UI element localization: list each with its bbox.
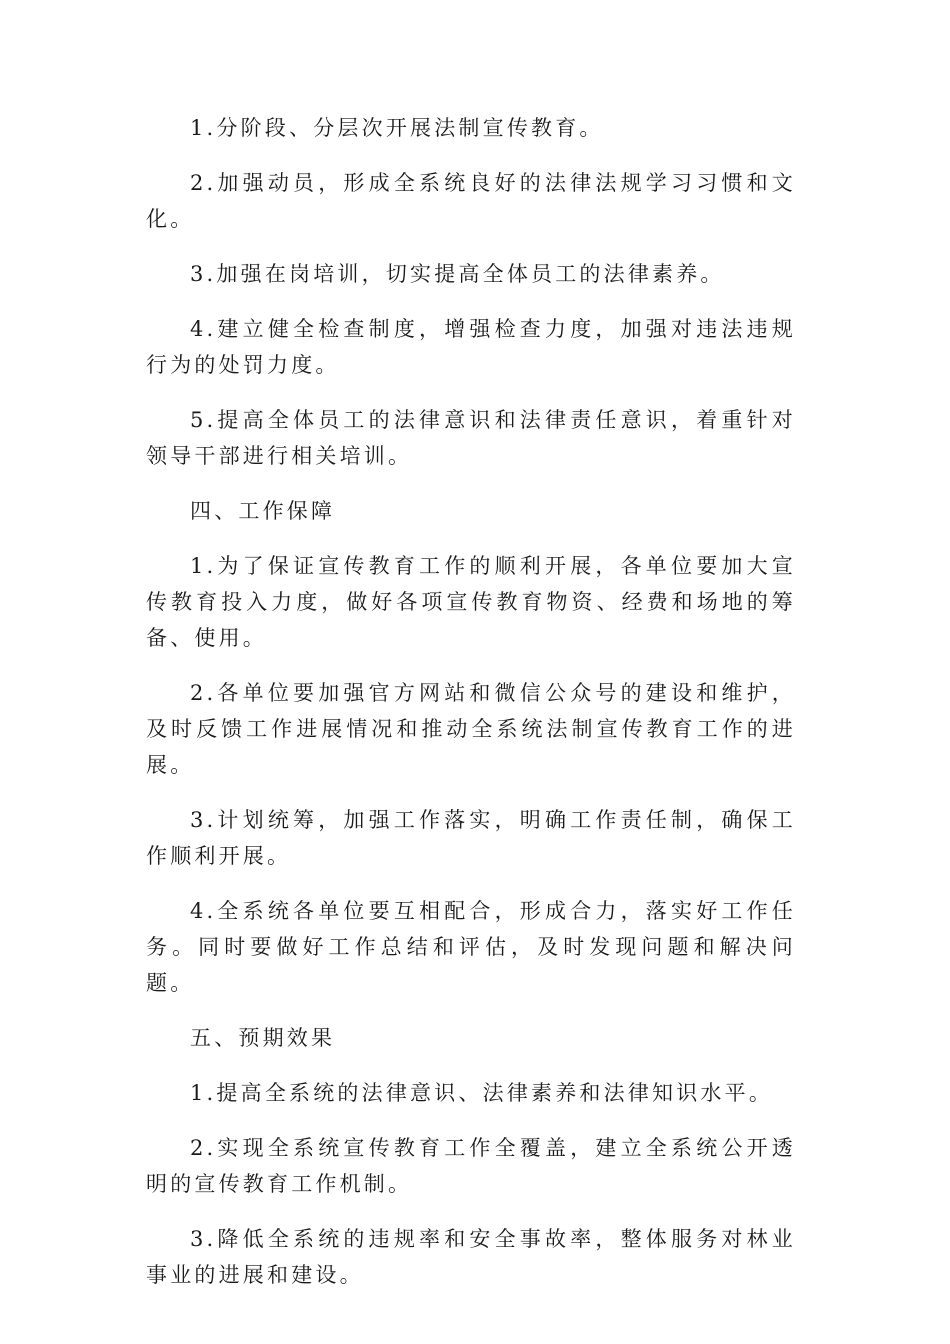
paragraph-4-inspection: 4.建立健全检查制度，增强检查力度，加强对违法违规行为的处罚力度。 <box>146 317 796 377</box>
paragraph-3-training: 3.加强在岗培训，切实提高全体员工的法律素养。 <box>190 262 725 286</box>
effects-paragraph-2: 2.实现全系统宣传教育工作全覆盖，建立全系统公开透明的宣传教育工作机制。 <box>146 1136 796 1196</box>
section-heading-expected-effects: 五、预期效果 <box>190 1026 336 1050</box>
guarantee-paragraph-1: 1.为了保证宣传教育工作的顺利开展，各单位要加大宣传教育投入力度，做好各项宣传教育物资、经费和场地的筹备、使用。 <box>146 554 796 650</box>
paragraph-5-awareness: 5.提高全体员工的法律意识和法律责任意识，着重针对领导干部进行相关培训。 <box>146 408 796 468</box>
effects-paragraph-3: 3.降低全系统的违规率和安全事故率，整体服务对林业事业的进展和建设。 <box>146 1227 796 1287</box>
paragraph-2-mobilization: 2.加强动员，形成全系统良好的法律法规学习习惯和文化。 <box>146 171 796 231</box>
effects-paragraph-1: 1.提高全系统的法律意识、法律素养和法律知识水平。 <box>190 1081 774 1105</box>
paragraph-1-staged-education: 1.分阶段、分层次开展法制宣传教育。 <box>190 116 604 140</box>
document-page <box>146 110 796 1312</box>
guarantee-paragraph-4: 4.全系统各单位要互相配合，形成合力，落实好工作任务。同时要做好工作总结和评估，及时发现问题和解决问题。 <box>146 899 796 995</box>
guarantee-paragraph-2: 2.各单位要加强官方网站和微信公众号的建设和维护，及时反馈工作进展情况和推动全系统法制宣传教育工作的进展。 <box>146 681 796 777</box>
section-heading-work-guarantee: 四、工作保障 <box>190 499 336 523</box>
guarantee-paragraph-3: 3.计划统筹，加强工作落实，明确工作责任制，确保工作顺利开展。 <box>146 808 796 868</box>
